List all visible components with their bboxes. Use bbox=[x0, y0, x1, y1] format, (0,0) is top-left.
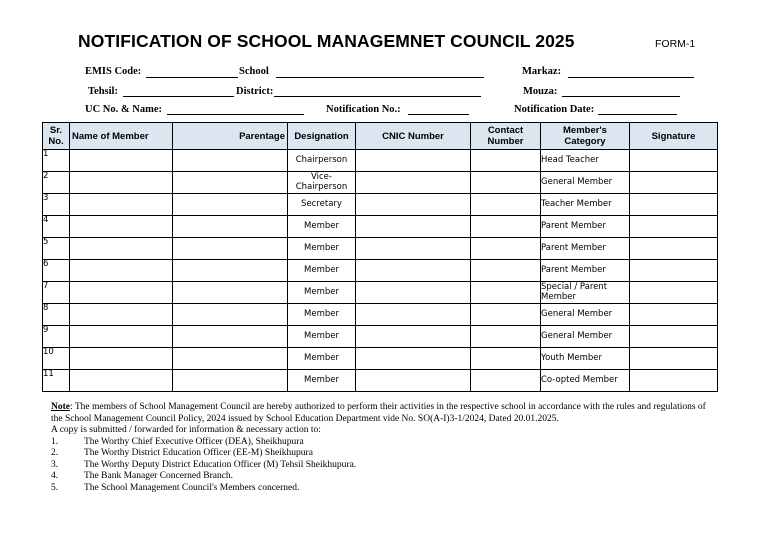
designation-cell: Member bbox=[288, 348, 356, 370]
header-name-of-member: Name of Member bbox=[70, 123, 173, 150]
note-section bbox=[51, 402, 711, 494]
list-item bbox=[51, 460, 711, 472]
contact-cell[interactable] bbox=[471, 150, 541, 172]
category-cell: Teacher Member bbox=[541, 194, 630, 216]
category-cell: Youth Member bbox=[541, 348, 630, 370]
parentage-cell[interactable] bbox=[173, 238, 288, 260]
sr-no-cell: 8 bbox=[43, 304, 70, 326]
list-item bbox=[51, 437, 711, 449]
sr-no-cell: 10 bbox=[43, 348, 70, 370]
signature-cell[interactable] bbox=[630, 172, 718, 194]
category-cell: Head Teacher bbox=[541, 150, 630, 172]
contact-cell[interactable] bbox=[471, 172, 541, 194]
category-cell: General Member bbox=[541, 326, 630, 348]
copy-intro: A copy is submitted / forwarded for information & necessary action to: bbox=[51, 425, 321, 435]
list-item bbox=[51, 471, 711, 483]
table-row bbox=[43, 348, 718, 370]
table-row bbox=[43, 172, 718, 194]
designation-cell: Member bbox=[288, 238, 356, 260]
contact-cell[interactable] bbox=[471, 370, 541, 392]
member-name-cell[interactable] bbox=[70, 304, 173, 326]
contact-cell[interactable] bbox=[471, 194, 541, 216]
designation-cell: Member bbox=[288, 370, 356, 392]
list-item-number: 3. bbox=[51, 459, 59, 470]
list-item-number: 2. bbox=[51, 448, 59, 458]
member-name-cell[interactable] bbox=[70, 194, 173, 216]
designation-cell: Vice-Chairperson bbox=[288, 172, 356, 194]
member-name-cell[interactable] bbox=[70, 370, 173, 392]
signature-cell[interactable] bbox=[630, 326, 718, 348]
table-row bbox=[43, 260, 718, 282]
designation-cell: Chairperson bbox=[288, 150, 356, 172]
category-cell: Parent Member bbox=[541, 216, 630, 238]
header-contact-number: Contact Number bbox=[471, 123, 541, 150]
parentage-cell[interactable] bbox=[173, 326, 288, 348]
form-code: FORM-1 bbox=[655, 38, 696, 50]
list-item-text: The Bank Manager Concerned Branch. bbox=[84, 471, 234, 481]
district-field[interactable] bbox=[274, 96, 481, 97]
cnic-cell[interactable] bbox=[356, 348, 471, 370]
member-name-cell[interactable] bbox=[70, 348, 173, 370]
note-text: : The members of School Management Council are hereby authorized to perform their activities in the respective school in accordance with the rules and regulations of the School Management Council Policy, 2024 issued by School Education Department vide No. SO(A-I)3-1/2024, Dated 20.01.2025. bbox=[51, 402, 706, 424]
table-row bbox=[43, 304, 718, 326]
designation-cell: Member bbox=[288, 260, 356, 282]
list-item-text: The Worthy Deputy District Education Officer (M) Tehsil Sheikhupura. bbox=[84, 459, 357, 470]
list-item bbox=[51, 483, 711, 495]
category-cell: Special / Parent Member bbox=[541, 282, 630, 304]
contact-cell[interactable] bbox=[471, 260, 541, 282]
notification-no-field[interactable] bbox=[408, 114, 469, 115]
uc-name-label: UC No. & Name: bbox=[85, 104, 162, 115]
sr-no-cell: 11 bbox=[43, 370, 70, 392]
parentage-cell[interactable] bbox=[173, 216, 288, 238]
signature-cell[interactable] bbox=[630, 304, 718, 326]
sr-no-cell: 5 bbox=[43, 238, 70, 260]
designation-cell: Member bbox=[288, 326, 356, 348]
parentage-cell[interactable] bbox=[173, 150, 288, 172]
signature-cell[interactable] bbox=[630, 370, 718, 392]
designation-cell: Member bbox=[288, 216, 356, 238]
contact-cell[interactable] bbox=[471, 348, 541, 370]
designation-cell: Member bbox=[288, 282, 356, 304]
header-designation: Designation bbox=[288, 123, 356, 150]
uc-name-field[interactable] bbox=[167, 114, 304, 115]
sr-no-cell: 3 bbox=[43, 194, 70, 216]
parentage-cell[interactable] bbox=[173, 370, 288, 392]
school-label: School bbox=[239, 66, 269, 77]
members-table bbox=[42, 122, 718, 392]
tehsil-field[interactable] bbox=[123, 96, 234, 97]
parentage-cell[interactable] bbox=[173, 282, 288, 304]
sr-no-cell: 7 bbox=[43, 282, 70, 304]
member-name-cell[interactable] bbox=[70, 260, 173, 282]
sr-no-cell: 4 bbox=[43, 216, 70, 238]
sr-no-cell: 6 bbox=[43, 260, 70, 282]
table-row bbox=[43, 194, 718, 216]
contact-cell[interactable] bbox=[471, 304, 541, 326]
signature-cell[interactable] bbox=[630, 194, 718, 216]
contact-cell[interactable] bbox=[471, 216, 541, 238]
table-row bbox=[43, 150, 718, 172]
header-parentage: Parentage bbox=[173, 123, 288, 150]
parentage-cell[interactable] bbox=[173, 304, 288, 326]
header-cnic-number: CNIC Number bbox=[356, 123, 471, 150]
parentage-cell[interactable] bbox=[173, 194, 288, 216]
note-label: Note bbox=[51, 402, 70, 412]
designation-cell: Member bbox=[288, 304, 356, 326]
signature-cell[interactable] bbox=[630, 282, 718, 304]
member-name-cell[interactable] bbox=[70, 216, 173, 238]
mouza-field[interactable] bbox=[562, 96, 680, 97]
signature-cell[interactable] bbox=[630, 348, 718, 370]
cnic-cell[interactable] bbox=[356, 304, 471, 326]
header-sr-no: Sr. No. bbox=[43, 123, 70, 150]
table-row bbox=[43, 370, 718, 392]
signature-cell[interactable] bbox=[630, 238, 718, 260]
list-item-number: 1. bbox=[51, 436, 59, 447]
cnic-cell[interactable] bbox=[356, 150, 471, 172]
cnic-cell[interactable] bbox=[356, 260, 471, 282]
category-cell: General Member bbox=[541, 172, 630, 194]
signature-cell[interactable] bbox=[630, 150, 718, 172]
table-row bbox=[43, 326, 718, 348]
parentage-cell[interactable] bbox=[173, 260, 288, 282]
category-cell: Co-opted Member bbox=[541, 370, 630, 392]
notification-date-label: Notification Date: bbox=[514, 104, 595, 115]
note-paragraph bbox=[51, 402, 711, 425]
cnic-cell[interactable] bbox=[356, 326, 471, 348]
cnic-cell[interactable] bbox=[356, 216, 471, 238]
cnic-cell[interactable] bbox=[356, 370, 471, 392]
member-name-cell[interactable] bbox=[70, 326, 173, 348]
signature-cell[interactable] bbox=[630, 216, 718, 238]
emis-code-field[interactable] bbox=[146, 77, 238, 78]
contact-cell[interactable] bbox=[471, 282, 541, 304]
category-cell: Parent Member bbox=[541, 238, 630, 260]
school-field[interactable] bbox=[276, 77, 484, 78]
member-name-cell[interactable] bbox=[70, 238, 173, 260]
cnic-cell[interactable] bbox=[356, 194, 471, 216]
list-item-text: The Worthy Chief Executive Officer (DEA), Sheikhupura bbox=[84, 436, 304, 447]
markaz-field[interactable] bbox=[568, 77, 694, 78]
notification-date-field[interactable] bbox=[598, 114, 677, 115]
signature-cell[interactable] bbox=[630, 260, 718, 282]
table-row bbox=[43, 238, 718, 260]
contact-cell[interactable] bbox=[471, 326, 541, 348]
list-item-text: The Worthy District Education Officer (EE-M) Sheikhupura bbox=[84, 448, 313, 458]
table-row bbox=[43, 216, 718, 238]
category-cell: Parent Member bbox=[541, 260, 630, 282]
sr-no-cell: 1 bbox=[43, 150, 70, 172]
member-name-cell[interactable] bbox=[70, 150, 173, 172]
cnic-cell[interactable] bbox=[356, 238, 471, 260]
list-item-number: 4. bbox=[51, 471, 59, 481]
list-item bbox=[51, 448, 711, 460]
designation-cell: Secretary bbox=[288, 194, 356, 216]
sr-no-cell: 9 bbox=[43, 326, 70, 348]
list-item-text: The School Management Council's Members concerned. bbox=[84, 482, 300, 493]
notification-no-label: Notification No.: bbox=[326, 104, 401, 115]
sr-no-cell: 2 bbox=[43, 172, 70, 194]
copy-list bbox=[51, 437, 711, 495]
emis-code-label: EMIS Code: bbox=[85, 66, 142, 77]
contact-cell[interactable] bbox=[471, 238, 541, 260]
cnic-cell[interactable] bbox=[356, 172, 471, 194]
header-members-category: Member's Category bbox=[541, 123, 630, 150]
district-label: District: bbox=[236, 86, 274, 97]
tehsil-label: Tehsil: bbox=[88, 86, 118, 97]
category-cell: General Member bbox=[541, 304, 630, 326]
parentage-cell[interactable] bbox=[173, 172, 288, 194]
list-item-number: 5. bbox=[51, 482, 59, 493]
mouza-label: Mouza: bbox=[523, 86, 558, 97]
cnic-cell[interactable] bbox=[356, 282, 471, 304]
header-signature: Signature bbox=[630, 123, 718, 150]
page-title: NOTIFICATION OF SCHOOL MANAGEMNET COUNCIL 2025 bbox=[78, 31, 575, 51]
member-name-cell[interactable] bbox=[70, 172, 173, 194]
markaz-label: Markaz: bbox=[522, 66, 562, 77]
table-row bbox=[43, 282, 718, 304]
parentage-cell[interactable] bbox=[173, 348, 288, 370]
table-header-row bbox=[43, 123, 718, 150]
member-name-cell[interactable] bbox=[70, 282, 173, 304]
